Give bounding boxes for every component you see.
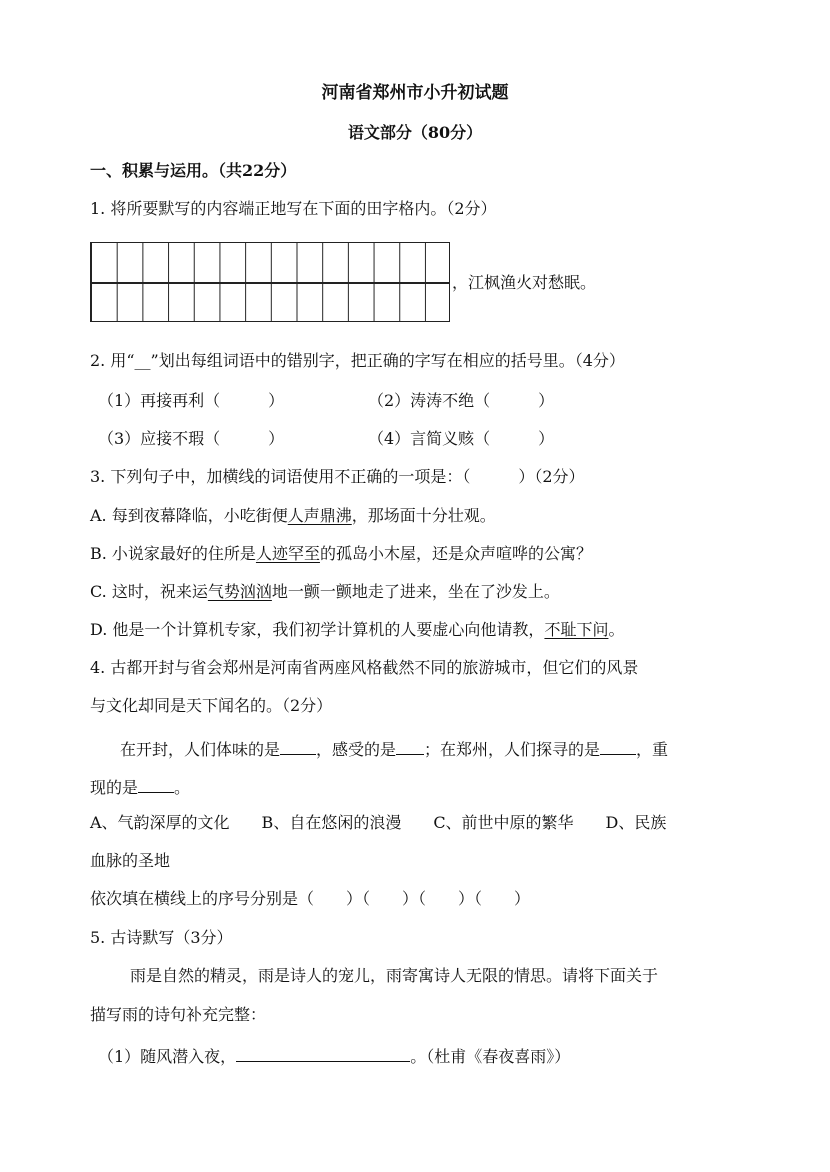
question-4-line-1: 4. 古都开封与省会郑州是河南省两座风格截然不同的旅游城市，但它们的风景 <box>90 658 639 677</box>
question-1: 1. 将所要默写的内容端正地写在下面的田字格内。（2分） <box>90 199 497 218</box>
question-3-option-d: D. 他是一个计算机专家，我们初学计算机的人要虚心向他请教，不耻下问。 <box>90 620 625 639</box>
question-3: 3. 下列句子中，加横线的词语使用不正确的一项是：（ ）（2分） <box>90 467 585 486</box>
question-2-item-4: （4）言简义赅（ ） <box>368 429 555 448</box>
underlined-word: 人迹罕至 <box>255 544 320 563</box>
tianzige-grid[interactable] <box>90 242 450 322</box>
underlined-word: 气势汹汹 <box>207 582 272 601</box>
question-5: 5. 古诗默写（3分） <box>90 928 233 947</box>
question-1-poem-tail: ，江枫渔火对愁眠。 <box>452 273 597 292</box>
question-4-paragraph: 在开封，人们体味的是 ，感受的是 ；在郑州，人们探寻的是 ，重 <box>120 736 668 761</box>
blank[interactable] <box>600 736 636 755</box>
question-3-option-b: B. 小说家最好的住所是人迹罕至的孤岛小木屋，还是众声喧哗的公寓？ <box>90 544 592 563</box>
question-5-intro-cont: 描写雨的诗句补充完整： <box>90 1005 267 1024</box>
question-4-paragraph-cont: 现的是 。 <box>90 774 190 799</box>
question-3-option-a: A. 每到夜幕降临，小吃街便人声鼎沸，那场面十分壮观。 <box>90 506 496 525</box>
question-2-item-1: （1）再接再利（ ） <box>98 391 285 410</box>
underlined-word: 人声鼎沸 <box>287 506 352 525</box>
blank[interactable] <box>280 736 316 755</box>
underlined-word: 不耻下问 <box>544 620 609 639</box>
question-4-options: A、气韵深厚的文化 B、自在悠闲的浪漫 C、前世中原的繁华 D、民族 <box>90 813 667 832</box>
question-2-item-3: （3）应接不瑕（ ） <box>98 429 285 448</box>
answer-blank[interactable] <box>236 1043 410 1062</box>
question-5-item-1: （1）随风潜入夜， 。（杜甫《春夜喜雨》） <box>98 1043 570 1068</box>
page-title: 河南省郑州市小升初试题 <box>321 83 509 103</box>
section-heading: 语文部分（80分） <box>347 123 483 142</box>
section-1-heading: 一、积累与运用。（共22分） <box>90 161 297 180</box>
question-4-options-cont: 血脉的圣地 <box>90 851 171 870</box>
blank[interactable] <box>396 736 424 755</box>
question-5-intro: 雨是自然的精灵，雨是诗人的宠儿，雨寄寓诗人无限的情思。请将下面关于 <box>130 966 659 985</box>
question-2-item-2: （2）涛涛不绝（ ） <box>368 391 555 410</box>
question-4-line-2: 与文化却同是天下闻名的。（2分） <box>90 696 333 715</box>
question-2: 2. 用“__”划出每组词语中的错别字，把正确的字写在相应的括号里。（4分） <box>90 351 625 370</box>
question-3-option-c: C. 这时，祝来运气势汹汹地一颤一颤地走了进来，坐在了沙发上。 <box>90 582 560 601</box>
blank[interactable] <box>138 774 174 793</box>
question-4-fill: 依次填在横线上的序号分别是（ ）（ ）（ ）（ ） <box>90 889 531 908</box>
